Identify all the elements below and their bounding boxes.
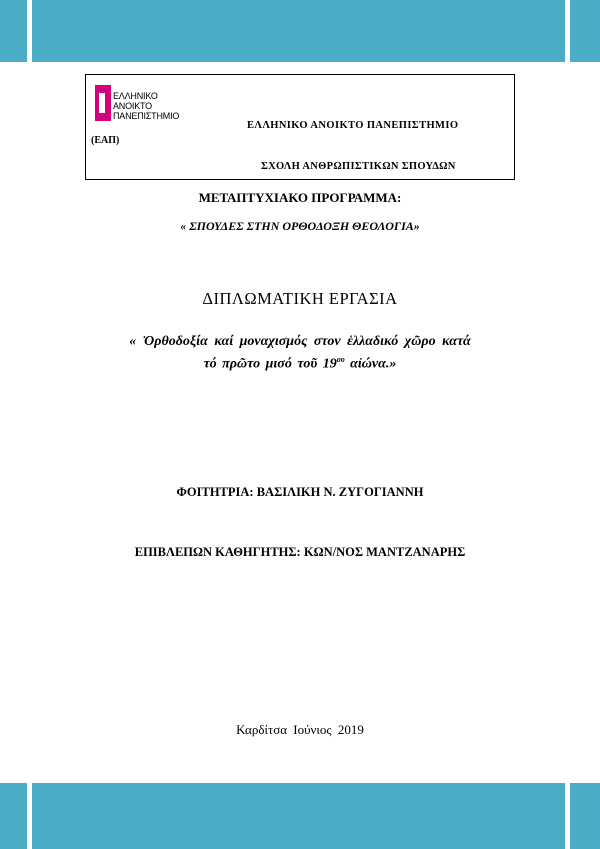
- university-name: ΕΛΛΗΝΙΚΟ ΑΝΟΙΚΤΟ ΠΑΝΕΠΙΣΤΗΜΙΟ: [247, 120, 459, 131]
- school-name: ΣΧΟΛΗ ΑΝΘΡΩΠΙΣΤΙΚΩΝ ΣΠΟΥΔΩΝ: [261, 161, 456, 172]
- bottom-band-gap-right: [565, 783, 570, 849]
- top-decorative-band: [0, 0, 600, 62]
- place-date: Καρδίτσα Ιούνιος 2019: [236, 722, 364, 737]
- program-name: « ΣΠΟΥΔΕΣ ΣΤΗΝ ΟΡΘΟΔΟΞΗ ΘΕΟΛΟΓΙΑ»: [180, 219, 420, 233]
- title-line2-post: αἰώνα.»: [344, 356, 397, 372]
- university-logo: [93, 83, 213, 133]
- top-band-gap-right: [565, 0, 570, 62]
- thesis-title-line1: « Ὀρθοδοξία καί μοναχισμός στον ἑλλαδικό χῶρο κατά: [129, 334, 471, 349]
- title-line2-pre: τό πρῶτο μισό τοῦ 19: [203, 356, 337, 372]
- bottom-band-gap-left: [27, 783, 32, 849]
- logo-line: ΑΝΟΙΚΤΟ: [113, 101, 152, 111]
- logo-line: ΠΑΝΕΠΙΣΤΗΜΙΟ: [113, 111, 180, 121]
- logo-line: ΕΛΛΗΝΙΚΟ: [113, 91, 158, 101]
- student-line: ΦΟΙΤΗΤΡΙΑ: ΒΑΣΙΛΙΚΗ Ν. ΖΥΓΟΓΙΑΝΝΗ: [176, 485, 424, 499]
- title-line2-sup: ου: [336, 355, 345, 364]
- logo-abbreviation: (ΕΑΠ): [91, 135, 120, 146]
- top-band-gap-left: [27, 0, 32, 62]
- program-label: ΜΕΤΑΠΤΥΧΙΑΚΟ ΠΡΟΓΡΑΜΜΑ:: [198, 190, 402, 205]
- logo-mark-icon: [93, 83, 113, 123]
- supervisor-line: ΕΠΙΒΛΕΠΩΝ ΚΑΘΗΓΗΤΗΣ: ΚΩΝ/ΝΟΣ ΜΑΝΤΖΑΝΑΡΗΣ: [134, 545, 466, 559]
- thesis-type: ΔΙΠΛΩΜΑΤΙΚΗ ΕΡΓΑΣΙΑ: [202, 289, 398, 308]
- header-box: [85, 74, 515, 180]
- bottom-decorative-band: [0, 783, 600, 849]
- thesis-title-line2: [0, 355, 600, 373]
- logo-text: [113, 91, 179, 121]
